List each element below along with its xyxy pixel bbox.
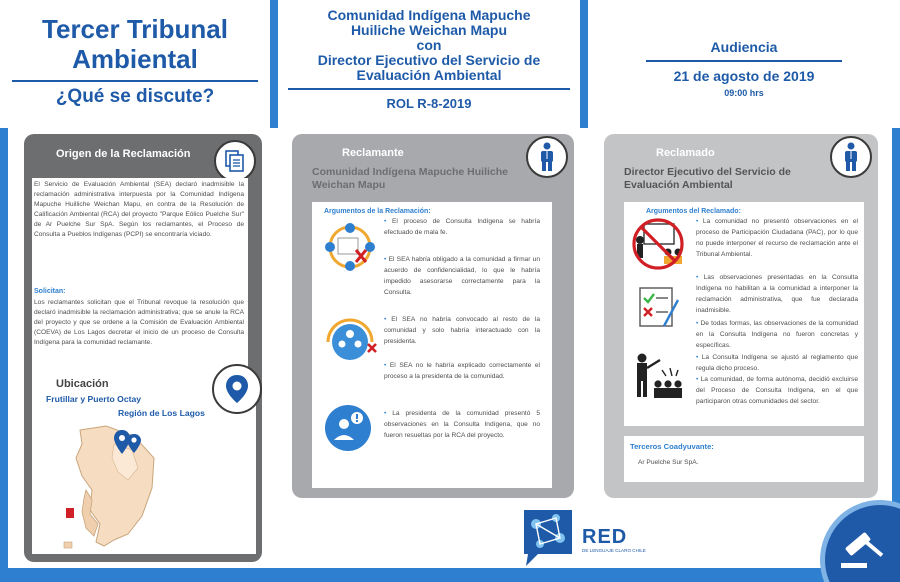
speech-person-icon xyxy=(324,404,372,452)
documents-icon xyxy=(214,140,256,182)
checklist-icon xyxy=(636,286,680,330)
header-audiencia-panel xyxy=(588,0,900,128)
hearing-time: 09:00 hrs xyxy=(724,88,764,98)
party-line: Comunidad Indígena Mapuche xyxy=(327,7,531,23)
reclamante-arg-4: • El SEA no le habría explicado correctamente el proceso a la presidenta de la comunidad. xyxy=(384,362,540,380)
divider xyxy=(646,60,842,62)
origen-text: El Servicio de Evaluación Ambiental (SEA) declaró inadmisible la reclamación administrativa interpuesta por la Comunidad Indígena Mapuche Huilliche Weichan Mapu, en contra de la Resolución de Calificación Ambiental (RCA) del proyecto "Parque Eólico Puelche Sur" de Ar Puelche Sur SpA. Según los reclamantes, el Proceso de Consulta a Pueblos Indígenas (PCPI) se encontraría viciado. xyxy=(34,181,244,238)
person-icon xyxy=(526,136,568,178)
ubicacion-title: Ubicación xyxy=(56,378,109,390)
origen-card xyxy=(24,134,262,562)
ubicacion-place1: Frutillar y Puerto Octay xyxy=(46,394,142,404)
location-pin-icon xyxy=(212,364,262,414)
divider xyxy=(12,80,258,82)
party-line: Evaluación Ambiental xyxy=(356,67,502,83)
ubicacion-place2: Región de Los Lagos xyxy=(118,408,205,418)
prohibited-icon xyxy=(628,218,690,272)
solicitan-text: Los reclamantes solicitan que el Tribunal revoque la resolución que declaró inadmisible la reclamación administrativa; que se anule la RCA del proyecto y que se ordene a la Comisión de Evaluación Ambiental (COEVA) de Los Lagos decretar el inicio de un proceso de Consulta Indígena para la comunidad reclamante. xyxy=(34,299,244,346)
location-pin-icon xyxy=(112,428,146,458)
parties-block xyxy=(278,8,580,83)
origen-text-panel xyxy=(32,178,248,374)
main-content xyxy=(8,128,892,568)
header-title-panel xyxy=(0,0,270,128)
reclamado-args-title: Argumentos del Reclamado: xyxy=(646,208,741,215)
divider xyxy=(288,88,570,90)
reclamante-args-title: Argumentos de la Reclamación: xyxy=(324,208,431,215)
reclamado-arg-3: • De todas formas, las observaciones de la comunidad en la Consulta Indígena no fueron concretas y específicas. xyxy=(696,320,858,349)
reclamado-label: Reclamado xyxy=(656,147,715,159)
reclamado-arg-5: • La comunidad, de forma autónoma, decidió excluirse del Proceso de Consulta Indígena, en el que participaron otras comunidades del sector. xyxy=(696,376,858,405)
community-meeting-icon xyxy=(318,220,382,274)
logo-subtext: DE LENGUAJE CLARO CHILE xyxy=(582,548,646,553)
reclamante-name: Comunidad Indígena Mapuche Huiliche Weichan Mapu xyxy=(312,166,509,191)
reclamante-label: Reclamante xyxy=(342,147,404,159)
terceros-title: Terceros Coadyuvante: xyxy=(630,442,714,451)
reclamante-arg-3: • El SEA no habría convocado al resto de la comunidad y solo habría interactuado con la presidenta. xyxy=(384,316,541,345)
party-line: Huiliche Weichan Mapu xyxy=(350,22,508,38)
hearing-date: 21 de agosto de 2019 xyxy=(673,68,815,84)
reclamado-arg-1: • La comunidad no presentó observaciones en el proceso de Participación Ciudadana (PAC), por lo que no puede interponer el recurso de reclamación ante el Tribunal Ambiental. xyxy=(696,218,859,258)
origen-title: Origen de la Reclamación xyxy=(56,148,191,160)
person-icon xyxy=(830,136,872,178)
reclamado-arg-2: • Las observaciones presentadas en la Consulta Indígena no habilitan a la comunidad a interponer la reclamación administrativa, que fue declarada inadmisible. xyxy=(696,274,859,314)
page-title: Tercer Tribunal Ambiental xyxy=(42,14,228,74)
solicitan-label: Solicitan: xyxy=(34,288,66,295)
reclamado-card xyxy=(604,134,878,498)
speaker-crowd-icon xyxy=(632,352,684,402)
reclamado-arg-4: • La Consulta Indígena se ajustó al reglamento que regula dicho proceso. xyxy=(696,354,859,372)
reclamante-card xyxy=(292,134,574,498)
audiencia-heading: Audiencia xyxy=(710,39,778,55)
question-heading: ¿Qué se discute? xyxy=(55,86,215,107)
reclamante-arg-5: • La presidenta de la comunidad presentó 5 observaciones en la Consulta Indígena, que no fueron resueltas por la RCA del proyecto. xyxy=(384,410,541,439)
terceros-name: Ar Puelche Sur SpA. xyxy=(638,459,699,466)
header-parties-panel xyxy=(278,0,580,128)
reclamante-arg-2: • El SEA habría obligado a la comunidad a firmar un acuerdo de confidencialidad, lo que le habría impedido asesorarse correctamente para la Consulta. xyxy=(384,256,541,296)
logo-text: RED xyxy=(582,526,628,548)
reclamado-name: Director Ejecutivo del Servicio de Evaluación Ambiental xyxy=(624,166,791,191)
party-line: con xyxy=(416,37,442,53)
reclamante-args-panel xyxy=(312,202,552,488)
reclamado-args-panel xyxy=(624,202,864,426)
red-logo-icon xyxy=(516,504,580,568)
reclamante-arg-1: • El proceso de Consulta Indígena se habría efectuado de mala fe. xyxy=(384,218,541,236)
terceros-panel xyxy=(624,436,864,482)
party-line: Director Ejecutivo del Servicio de xyxy=(317,52,541,68)
rol-number: ROL R-8-2019 xyxy=(386,96,472,111)
group-people-icon xyxy=(318,312,382,372)
